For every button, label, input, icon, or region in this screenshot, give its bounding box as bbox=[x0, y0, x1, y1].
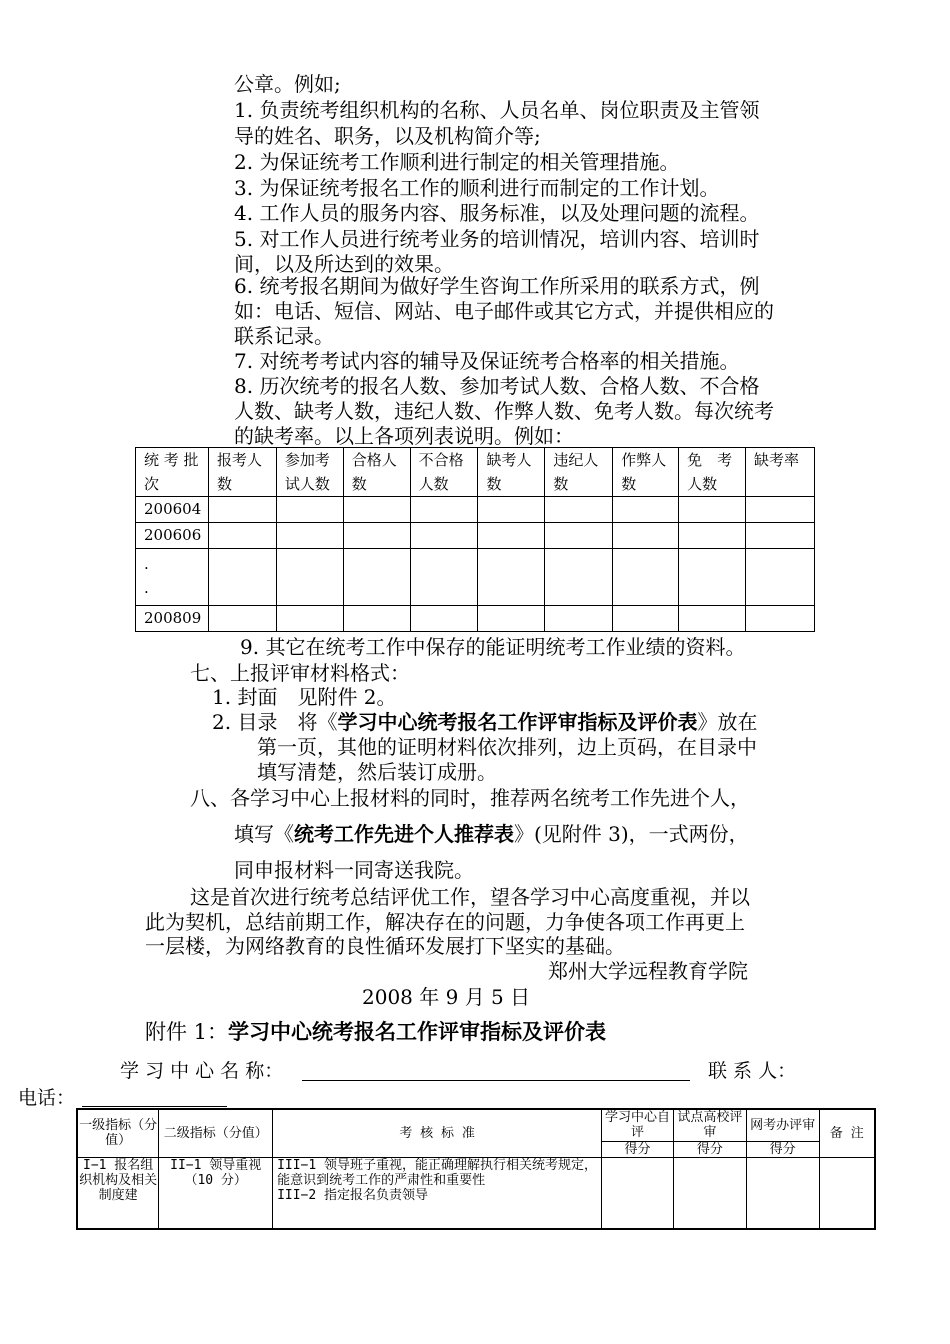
table-row-ellipsis bbox=[136, 549, 815, 606]
evaluation-table bbox=[76, 1108, 876, 1230]
col-self-eval: 学习中心自评 bbox=[602, 1109, 674, 1141]
center-name-field[interactable] bbox=[302, 1080, 690, 1081]
col-violation: 违纪人数 bbox=[545, 448, 613, 497]
intro-item-1b: 导的姓名、职务，以及机构简介等; bbox=[234, 124, 541, 148]
section-7-item-2c: 填写清楚，然后装订成册。 bbox=[257, 760, 497, 784]
section-7-item-1: 1. 封面 见附件 2。 bbox=[212, 685, 397, 709]
annex-title bbox=[145, 1020, 606, 1044]
batch-cell: 200606 bbox=[136, 523, 209, 549]
batch-cell: 200809 bbox=[136, 606, 209, 632]
intro-item-8a: 8. 历次统考的报名人数、参加考试人数、合格人数、不合格 bbox=[234, 374, 760, 398]
section-7-item-2 bbox=[212, 710, 757, 734]
batch-cell: 200604 bbox=[136, 497, 209, 523]
score-office: 得分 bbox=[746, 1141, 819, 1157]
intro-item-4: 4. 工作人员的服务内容、服务标准，以及处理问题的流程。 bbox=[234, 201, 760, 225]
intro-item-6b: 如：电话、短信、网站、电子邮件或其它方式，并提供相应的 bbox=[234, 299, 774, 323]
s7-2-post: 》放在 bbox=[697, 710, 758, 734]
col-cheating: 作弊人数 bbox=[613, 448, 679, 497]
col-criteria: 考 核 标 准 bbox=[273, 1109, 602, 1157]
intro-item-8b: 人数、缺考人数，违纪人数、作弊人数、免考人数。每次统考 bbox=[234, 399, 774, 423]
intro-item-2: 2. 为保证统考工作顺利进行制定的相关管理措施。 bbox=[234, 150, 680, 174]
table-row bbox=[77, 1157, 875, 1229]
col-notes: 备 注 bbox=[819, 1109, 875, 1157]
col-level-1: 一级指标（分值） bbox=[77, 1109, 159, 1157]
col-office-review: 网考办评审 bbox=[746, 1109, 819, 1141]
intro-item-5b: 间，以及所达到的效果。 bbox=[234, 252, 454, 276]
dot-1: . bbox=[144, 555, 149, 573]
col-absence-rate: 缺考率 bbox=[746, 448, 815, 497]
col-batch: 统 考 批 次 bbox=[136, 448, 209, 497]
section-7-heading: 七、上报评审材料格式： bbox=[190, 661, 410, 685]
notes-cell[interactable] bbox=[819, 1157, 875, 1229]
intro-item-6c: 联系记录。 bbox=[234, 324, 334, 348]
ellipsis-cell bbox=[136, 549, 209, 606]
section-8-line-2 bbox=[234, 822, 749, 846]
col-college-review: 试点高校评审 bbox=[673, 1109, 746, 1141]
annex-label: 附件 1： bbox=[145, 1020, 229, 1044]
item-9: 9. 其它在统考工作中保存的能证明统考工作业绩的资料。 bbox=[240, 635, 746, 659]
intro-line-0: 公章。例如; bbox=[234, 72, 341, 96]
office-score-cell[interactable] bbox=[746, 1157, 819, 1229]
table-row bbox=[136, 523, 815, 549]
s7-2-bold: 学习中心统考报名工作评审指标及评价表 bbox=[337, 710, 698, 734]
dot-2: . bbox=[144, 579, 149, 597]
phone-label: 电话： bbox=[18, 1087, 76, 1109]
intro-item-7: 7. 对统考考试内容的辅导及保证统考合格率的相关措施。 bbox=[234, 349, 740, 373]
contact-label: 联 系 人： bbox=[708, 1060, 797, 1082]
stats-header-row bbox=[136, 448, 815, 497]
closing-line-2: 此为契机，总结前期工作，解决存在的问题，力争使各项工作再更上 bbox=[145, 910, 745, 934]
signature-org: 郑州大学远程教育学院 bbox=[548, 959, 748, 983]
col-passed: 合格人数 bbox=[343, 448, 410, 497]
intro-item-1a: 1. 负责统考组织机构的名称、人员名单、岗位职责及主管领 bbox=[234, 98, 760, 122]
stats-table bbox=[135, 447, 815, 632]
section-8-line-3: 同申报材料一同寄送我院。 bbox=[234, 858, 474, 882]
college-score-cell[interactable] bbox=[673, 1157, 746, 1229]
s8b-bold: 统考工作先进个人推荐表 bbox=[294, 822, 514, 846]
criteria-cell bbox=[273, 1157, 602, 1229]
col-registered: 报考人数 bbox=[208, 448, 276, 497]
signature-date: 2008 年 9 月 5 日 bbox=[362, 985, 531, 1009]
col-level-2: 二级指标（分值） bbox=[159, 1109, 273, 1157]
score-self: 得分 bbox=[602, 1141, 674, 1157]
col-attended: 参加考试人数 bbox=[276, 448, 343, 497]
col-failed: 不合格人数 bbox=[410, 448, 478, 497]
table-row bbox=[136, 497, 815, 523]
intro-item-8c: 的缺考率。以上各项列表说明。例如： bbox=[234, 424, 574, 448]
intro-item-6a: 6. 统考报名期间为做好学生咨询工作所采用的联系方式，例 bbox=[234, 274, 760, 298]
table-row bbox=[136, 606, 815, 632]
closing-line-1: 这是首次进行统考总结评优工作，望各学习中心高度重视，并以 bbox=[190, 885, 750, 909]
closing-line-3: 一层楼，为网络教育的良性循环发展打下坚实的基础。 bbox=[145, 934, 625, 958]
col-absent: 缺考人数 bbox=[478, 448, 545, 497]
intro-item-3: 3. 为保证统考报名工作的顺利进行而制定的工作计划。 bbox=[234, 176, 720, 200]
col-exempt: 免 考人数 bbox=[679, 448, 746, 497]
s8b-pre: 填写《 bbox=[234, 822, 294, 846]
level-2-cell: II−1 领导重视（10 分） bbox=[159, 1157, 273, 1229]
self-score-cell[interactable] bbox=[602, 1157, 674, 1229]
criteria-iii-1: III−1 领导班子重视，能正确理解执行相关统考规定，能意识到统考工作的严肃性和重要性 bbox=[277, 1157, 598, 1188]
center-name-label: 学 习 中 心 名 称： bbox=[120, 1060, 284, 1082]
intro-item-5a: 5. 对工作人员进行统考业务的培训情况，培训内容、培训时 bbox=[234, 227, 760, 251]
criteria-iii-2: III−2 指定报名负责领导 bbox=[277, 1187, 429, 1203]
score-college: 得分 bbox=[673, 1141, 746, 1157]
s7-2-pre: 2. 目录 将《 bbox=[212, 710, 338, 734]
phone-field[interactable] bbox=[82, 1106, 227, 1107]
section-8-heading: 八、各学习中心上报材料的同时，推荐两名统考工作先进个人， bbox=[190, 786, 750, 810]
section-7-item-2b: 第一页，其他的证明材料依次排列，边上页码，在目录中 bbox=[257, 735, 757, 759]
level-1-cell: I−1 报名组织机构及相关制度建 bbox=[77, 1157, 159, 1229]
s8b-post: 》(见附件 3)，一式两份， bbox=[514, 822, 749, 846]
annex-title-text: 学习中心统考报名工作评审指标及评价表 bbox=[228, 1019, 607, 1044]
